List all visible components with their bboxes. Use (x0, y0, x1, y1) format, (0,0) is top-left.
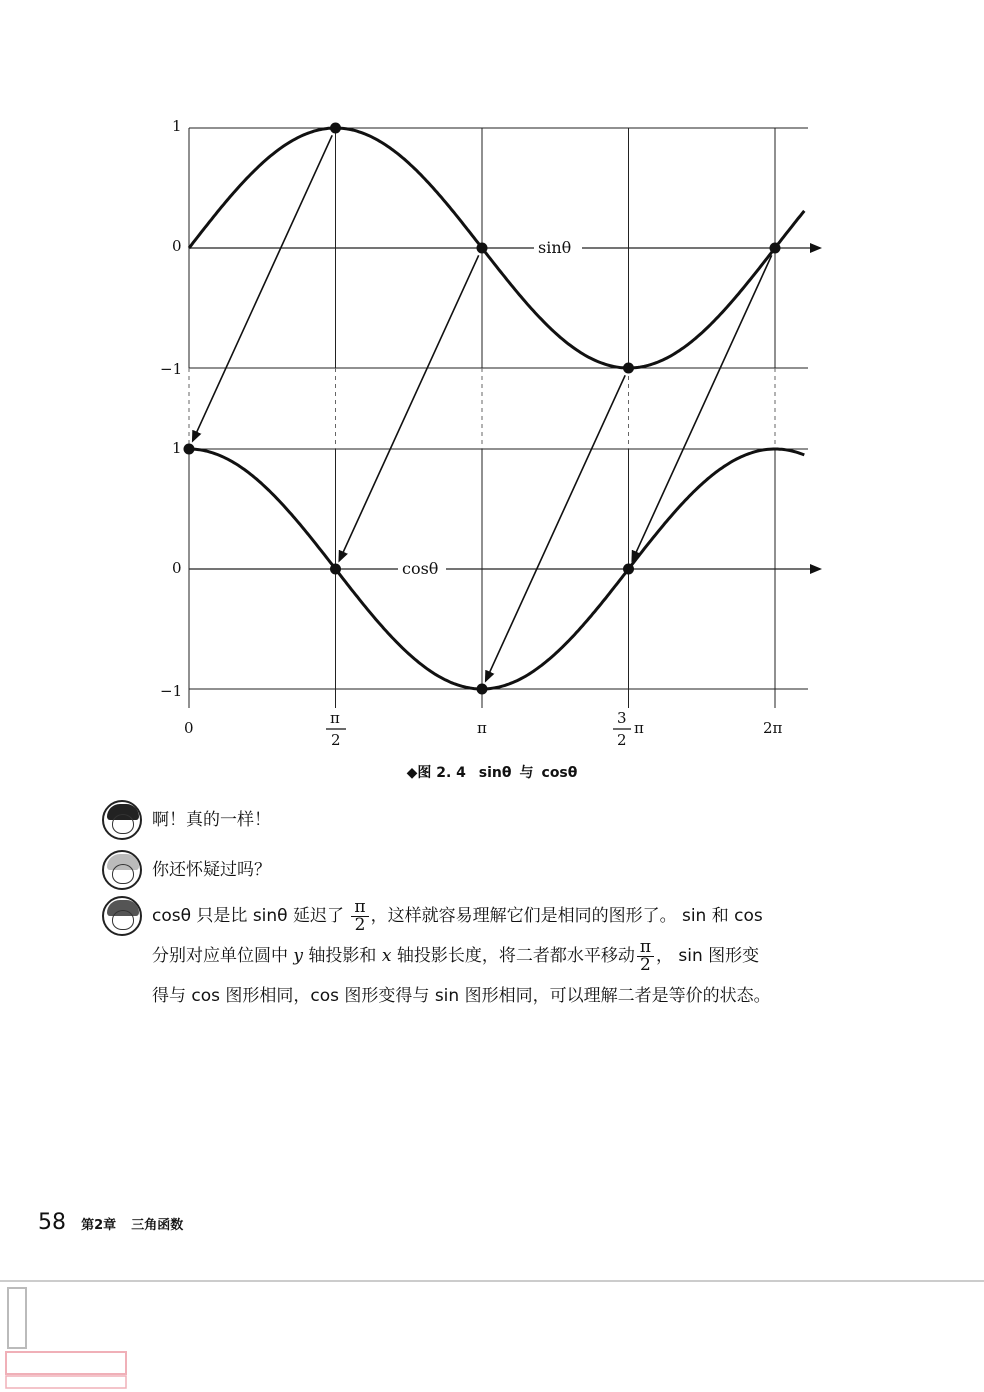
cos-y-tick-1: 1 (172, 439, 182, 457)
x-tick-half-pi-num: π (330, 709, 340, 727)
scan-edge-line (0, 1280, 984, 1282)
dialog-3-part-b: ，这样就容易理解它们是相同的图形了。 sin 和 cos (370, 906, 763, 926)
caption-cos: cosθ (541, 765, 578, 781)
page-footer (38, 1210, 183, 1235)
dialog-3-part-a: cosθ 只是比 sinθ 延迟了 (152, 906, 344, 926)
dialog-3-part-f: ， sin 图形变 (656, 946, 760, 966)
x-tick-0: 0 (184, 719, 194, 737)
x-tick-three-half-pi-den: 2 (617, 731, 627, 749)
glasses-girl-avatar-icon (102, 896, 142, 936)
dialog-3-x: x (381, 946, 392, 966)
cos-y-tick-0: 0 (172, 559, 182, 577)
sin-y-tick-1: 1 (172, 117, 182, 135)
x-tick-2pi: 2π (763, 719, 783, 737)
dialog-3-part-e: 轴投影长度，将二者都水平移动 (396, 946, 635, 966)
page-number: 58 (38, 1210, 66, 1235)
sin-y-tick-0: 0 (172, 237, 182, 255)
x-tick-three-half-pi-pi: π (634, 719, 644, 737)
dialog-3-part-d: 轴投影和 (308, 946, 377, 966)
shift-arrow (339, 255, 478, 561)
fraction-pi-over-2-b: $\frac{\pi}{2}$ (637, 939, 654, 974)
cos-key-point (623, 564, 634, 575)
caption-marker: ◆图 2. 4 (406, 765, 466, 781)
figure-caption (0, 762, 984, 782)
dialog-2-text: 你还怀疑过吗？ (152, 860, 271, 880)
sin-key-point (623, 363, 634, 374)
cos-curve-label: cosθ (402, 559, 439, 578)
caption-and: 与 (519, 765, 534, 781)
dialog-3-y: y (293, 946, 304, 966)
grid-lines (189, 128, 820, 708)
cos-y-tick-minus1: −1 (160, 682, 183, 700)
tutor-avatar-icon (102, 850, 142, 890)
shift-arrow (193, 135, 332, 441)
x-tick-pi: π (477, 719, 487, 737)
curves (189, 128, 804, 689)
sin-curve-label: sinθ (538, 238, 572, 257)
site-watermark-logo (4, 1282, 134, 1390)
shift-arrow (632, 255, 771, 561)
dialog-3-part-c: 分别对应单位圆中 (152, 946, 288, 966)
cos-key-point (477, 684, 488, 695)
chapter-name: 三角函数 (131, 1218, 184, 1233)
cos-key-point (330, 564, 341, 575)
sin-y-tick-minus1: −1 (160, 360, 183, 378)
dialog-1-text: 啊！真的一样！ (152, 810, 271, 830)
caption-sin: sinθ (478, 765, 512, 781)
cos-key-point (184, 444, 195, 455)
x-tick-three-half-pi-num: 3 (617, 709, 627, 727)
sin-key-point (330, 123, 341, 134)
sin-key-point (477, 243, 488, 254)
x-tick-half-pi-den: 2 (331, 731, 341, 749)
dialog-3-part-g: 得与 cos 图形相同，cos 图形变得与 sin 图形相同，可以理解二者是等价的状态。 (152, 986, 771, 1006)
dialog-3-text (152, 896, 912, 1016)
shift-arrow (486, 375, 625, 681)
fraction-pi-over-2: $\frac{\pi}{2}$ (351, 899, 368, 934)
girl-avatar-icon (102, 800, 142, 840)
sin-key-point (770, 243, 781, 254)
chapter-label: 第2章 (81, 1218, 117, 1233)
